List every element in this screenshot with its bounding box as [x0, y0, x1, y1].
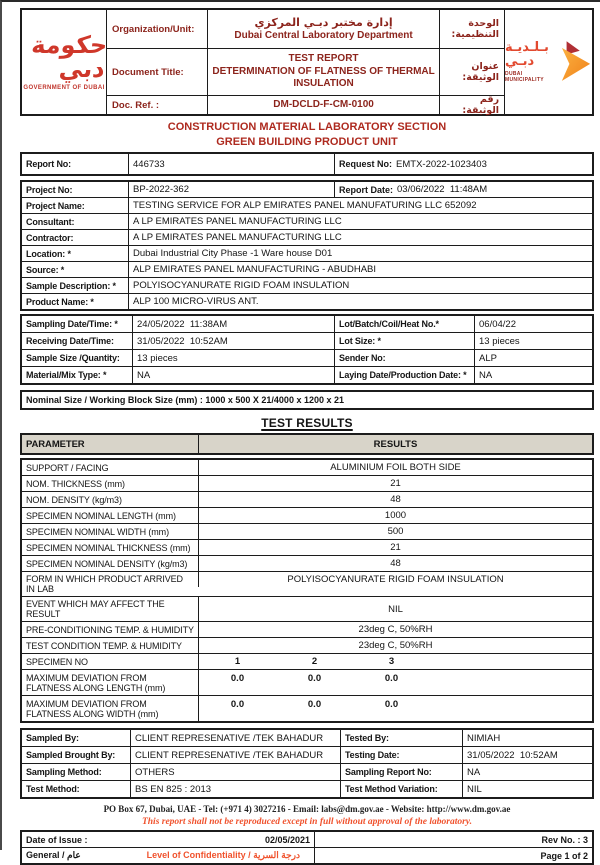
section-heading-line1: CONSTRUCTION MATERIAL LABORATORY SECTION: [167, 121, 447, 133]
value-nom-density: 48: [198, 492, 592, 507]
gov-logo-caption: GOVERNMENT OF DUBAI: [23, 85, 105, 91]
receiving-date-value: 31/05/2022 10:52AM: [132, 333, 334, 349]
value-test-condition: 23deg C, 50%RH: [198, 638, 592, 653]
lot-size-value: 13 pieces: [474, 333, 592, 349]
gov-logo-arabic: حكومة دبي: [30, 31, 109, 83]
receiving-date-label: Receiving Date/Time:: [26, 336, 114, 346]
sample-size-row: [22, 349, 592, 366]
sampling-table: [20, 314, 594, 385]
testing-date-label: Testing Date:: [340, 747, 462, 763]
value-form-arrived: POLYISOCYANURATE RIGID FOAM INSULATION: [198, 572, 592, 587]
deviation-length-1: 0.0: [230, 673, 245, 684]
lot-batch-value: 06/04/22: [474, 316, 592, 332]
test-method-variation-value: NIL: [462, 781, 592, 797]
section-heading-line2: GREEN BUILDING PRODUCT UNIT: [216, 136, 398, 148]
specimen-1: 1: [234, 656, 241, 667]
sample-description-label: Sample Description: *: [26, 280, 116, 291]
value-preconditioning: 23deg C, 50%RH: [198, 622, 592, 637]
sampled-brought-by-row: [22, 746, 592, 763]
document-title-line1: TEST REPORT: [288, 53, 359, 65]
consultant-row: [22, 213, 592, 229]
source-label: Source: *: [26, 264, 65, 275]
dubai-municipality-logo: [504, 10, 592, 114]
footer-table: [20, 830, 594, 865]
param-nom-thickness: NOM. THICKNESS (mm): [26, 478, 125, 489]
section-heading: [20, 121, 594, 149]
request-no-cell: [334, 154, 592, 174]
sample-size-label: Sample Size /Quantity:: [26, 353, 120, 363]
project-no-row: [22, 182, 592, 197]
param-specimen-length: SPECIMEN NOMINAL LENGTH (mm): [26, 510, 176, 521]
report-date-value: 03/06/2022 11:48AM: [397, 184, 488, 195]
deviation-length-2: 0.0: [307, 673, 322, 684]
lot-batch-label: Lot/Batch/Coil/Heat No.*: [334, 316, 474, 332]
deviation-width-row: [22, 695, 592, 721]
general-label: General / عام: [26, 850, 81, 860]
document-title-label: Document Title:: [112, 66, 184, 78]
sender-no-value: ALP: [474, 350, 592, 366]
param-nom-density: NOM. DENSITY (kg/m3): [26, 494, 122, 505]
results-header-row: [22, 435, 592, 453]
table-row: [22, 596, 592, 621]
sampling-date-row: [22, 316, 592, 332]
sampled-by-row: [22, 730, 592, 746]
receiving-date-row: [22, 332, 592, 349]
request-no-label: Request No:: [339, 159, 393, 169]
param-test-condition: TEST CONDITION TEMP. & HUMIDITY: [26, 640, 182, 651]
request-no-value: EMTX-2022-1023403: [396, 158, 487, 170]
param-specimen-thickness: SPECIMEN NOMINAL THICKNESS (mm): [26, 542, 191, 553]
confidentiality-row: [22, 847, 592, 863]
sampled-by-value: CLIENT REPRESENATIVE /TEK BAHADUR: [130, 730, 340, 746]
source-value: ALP EMIRATES PANEL MANUFACTURING - ABUDHABI: [128, 262, 592, 277]
value-specimen-length: 1000: [198, 508, 592, 523]
deviation-width-2: 0.0: [307, 699, 322, 710]
sampled-by-label: Sampled By:: [26, 733, 79, 743]
date-of-issue-value: 02/05/2021: [264, 834, 310, 845]
param-specimen-width: SPECIMEN NOMINAL WIDTH (mm): [26, 526, 169, 537]
test-method-row: [22, 780, 592, 797]
location-row: [22, 245, 592, 261]
page-number: Page 1 of 2: [314, 848, 592, 863]
value-specimen-width: 500: [198, 524, 592, 539]
test-method-variation-label: Test Method Variation:: [340, 781, 462, 797]
contractor-label: Contractor:: [26, 232, 74, 243]
results-header-table: [20, 433, 594, 455]
sampling-report-no-value: NA: [462, 764, 592, 780]
disclaimer-line: This report shall not be reproduced except in full without approval of the laboratory.: [141, 817, 473, 827]
param-preconditioning: PRE-CONDITIONING TEMP. & HUMIDITY: [26, 624, 194, 635]
contractor-value: A LP EMIRATES PANEL MANUFACTURING LLC: [128, 230, 592, 245]
sample-description-row: [22, 277, 592, 293]
product-name-row: [22, 293, 592, 309]
material-type-row: [22, 366, 592, 383]
report-no-label: Report No:: [26, 159, 71, 169]
header-row-document-title: [107, 48, 504, 95]
deviation-length-row: [22, 669, 592, 695]
sampling-report-no-label: Sampling Report No:: [340, 764, 462, 780]
table-row: [22, 491, 592, 507]
test-method-label: Test Method:: [26, 784, 80, 794]
dm-logo-caption: DUBAI MUNICIPALITY: [505, 71, 544, 84]
sampled-brought-by-label: Sampled Brought By:: [26, 750, 116, 760]
date-of-issue-row: [22, 832, 592, 847]
value-nom-thickness: 21: [198, 476, 592, 491]
specimen-no-row: [22, 653, 592, 669]
contractor-row: [22, 229, 592, 245]
doc-ref-number: DM-DCLD-F-CM-0100: [273, 98, 374, 110]
project-name-value: TESTING SERVICE FOR ALP EMIRATES PANEL MANUFATURING LLC 652092: [128, 198, 592, 213]
document-title-line2: DETERMINATION OF FLATNESS OF THERMAL INSULATION: [212, 65, 435, 90]
sample-description-value: POLYISOCYANURATE RIGID FOAM INSULATION: [128, 278, 592, 293]
param-form-arrived: FORM IN WHICH PRODUCT ARRIVED IN LAB: [26, 574, 183, 594]
organization-unit-label: Organization/Unit:: [112, 23, 195, 35]
sampled-brought-by-value: CLIENT REPRESENATIVE /TEK BAHADUR: [130, 747, 340, 763]
tested-by-value: NIMIAH: [462, 730, 592, 746]
table-row: [22, 621, 592, 637]
consultant-value: A LP EMIRATES PANEL MANUFACTURING LLC: [128, 214, 592, 229]
organization-english: Dubai Central Laboratory Department: [234, 29, 413, 41]
test-results-title: TEST RESULTS: [261, 416, 353, 430]
value-event-affect: NIL: [198, 597, 592, 621]
material-type-label: Material/Mix Type: *: [26, 370, 107, 380]
consultant-label: Consultant:: [26, 216, 75, 227]
results-table: [20, 458, 594, 723]
project-no-value: BP-2022-362: [128, 182, 334, 197]
header-row-organization: [107, 10, 504, 48]
testing-date-value: 31/05/2022 10:52AM: [462, 747, 592, 763]
sampling-method-label: Sampling Method:: [26, 767, 102, 777]
param-support-facing: SUPPORT / FACING: [26, 462, 109, 473]
deviation-length-3: 0.0: [384, 673, 399, 684]
table-row: [22, 460, 592, 475]
test-method-value: BS EN 825 : 2013: [130, 781, 340, 797]
table-row: [22, 523, 592, 539]
deviation-width-3: 0.0: [384, 699, 399, 710]
rev-no: Rev No. : 3: [314, 832, 592, 847]
deviation-width-1: 0.0: [230, 699, 245, 710]
table-row: [22, 507, 592, 523]
sampling-method-row: [22, 763, 592, 780]
param-deviation-length: MAXIMUM DEVIATION FROM FLATNESS ALONG LENGTH (mm): [26, 673, 166, 693]
report-no-row: [22, 154, 592, 174]
parameter-column-header: PARAMETER: [22, 435, 198, 453]
header-table: [20, 8, 594, 116]
doc-ref-arabic-label: رقم الوثيقة:: [439, 96, 504, 114]
value-support-facing: ALUMINIUM FOIL BOTH SIDE: [198, 460, 592, 475]
lot-size-label: Lot Size: *: [334, 333, 474, 349]
project-info-table: [20, 180, 594, 311]
sampling-method-value: OTHERS: [130, 764, 340, 780]
specimen-2: 2: [311, 656, 318, 667]
report-date-label: Report Date:: [339, 184, 394, 195]
organization-arabic: إدارة مختبر دبـي المركزي: [254, 15, 393, 29]
contact-line: PO Box 67, Dubai, UAE - Tel: (+971 4) 3027216 - Email: labs@dm.gov.ae - Website: http://www.dm.gov.ae: [103, 804, 511, 814]
specimen-3: 3: [388, 656, 395, 667]
sample-size-value: 13 pieces: [132, 350, 334, 366]
location-label: Location: *: [26, 248, 71, 259]
date-of-issue-label: Date of Issue :: [26, 834, 88, 845]
material-type-value: NA: [132, 367, 334, 383]
report-no-table: [20, 152, 594, 176]
sampling-date-value: 24/05/2022 11:38AM: [132, 316, 334, 332]
doc-ref-label: Doc. Ref. :: [112, 99, 160, 111]
value-specimen-thickness: 21: [198, 540, 592, 555]
nominal-size-row: Nominal Size / Working Block Size (mm) : 1000 x 500 X 21/4000 x 1200 x 21: [20, 390, 594, 410]
header-row-doc-ref: [107, 95, 504, 114]
doc-ref-value: [207, 96, 439, 114]
project-no-label: Project No:: [26, 184, 73, 195]
report-date-cell: [334, 182, 592, 197]
laying-date-value: NA: [474, 367, 592, 383]
project-name-label: Project Name:: [26, 200, 85, 211]
table-row: [22, 539, 592, 555]
document-title-value: [207, 49, 439, 95]
document-title-arabic-label: عنوان الوثيقة:: [439, 49, 504, 95]
location-value: Dubai Industrial City Phase -1 Ware house D01: [128, 246, 592, 261]
report-no-value: 446733: [128, 154, 334, 174]
value-specimen-density: 48: [198, 556, 592, 571]
table-row: [22, 555, 592, 571]
results-column-header: RESULTS: [198, 435, 592, 453]
table-row: [22, 637, 592, 653]
organization-unit-value: [207, 10, 439, 48]
signoff-table: [20, 728, 594, 799]
source-row: [22, 261, 592, 277]
dm-logo-arabic: بـلـديـة دبـي: [505, 39, 549, 69]
param-deviation-width: MAXIMUM DEVIATION FROM FLATNESS ALONG WIDTH (mm): [26, 699, 159, 719]
laying-date-label: Laying Date/Production Date: *: [334, 367, 474, 383]
table-row: [22, 475, 592, 491]
product-name-label: Product Name: *: [26, 296, 94, 307]
product-name-value: ALP 100 MICRO-VIRUS ANT.: [128, 294, 592, 309]
organization-arabic-label: الوحدة التنظيمية:: [439, 10, 504, 48]
project-name-row: [22, 197, 592, 213]
sender-no-label: Sender No:: [334, 350, 474, 366]
sampling-date-label: Sampling Date/Time: *: [26, 319, 118, 329]
param-specimen-density: SPECIMEN NOMINAL DENSITY (kg/m3): [26, 558, 188, 569]
government-of-dubai-logo: [22, 10, 109, 114]
tested-by-label: Tested By:: [340, 730, 462, 746]
param-specimen-no: SPECIMEN NO: [26, 656, 88, 667]
table-row: [22, 571, 592, 596]
param-event-affect: EVENT WHICH MAY AFFECT THE RESULT: [26, 599, 165, 619]
confidentiality-label: Level of Confidentiality / درجة السرية: [146, 850, 300, 860]
dm-arrow-icon: [560, 41, 592, 83]
